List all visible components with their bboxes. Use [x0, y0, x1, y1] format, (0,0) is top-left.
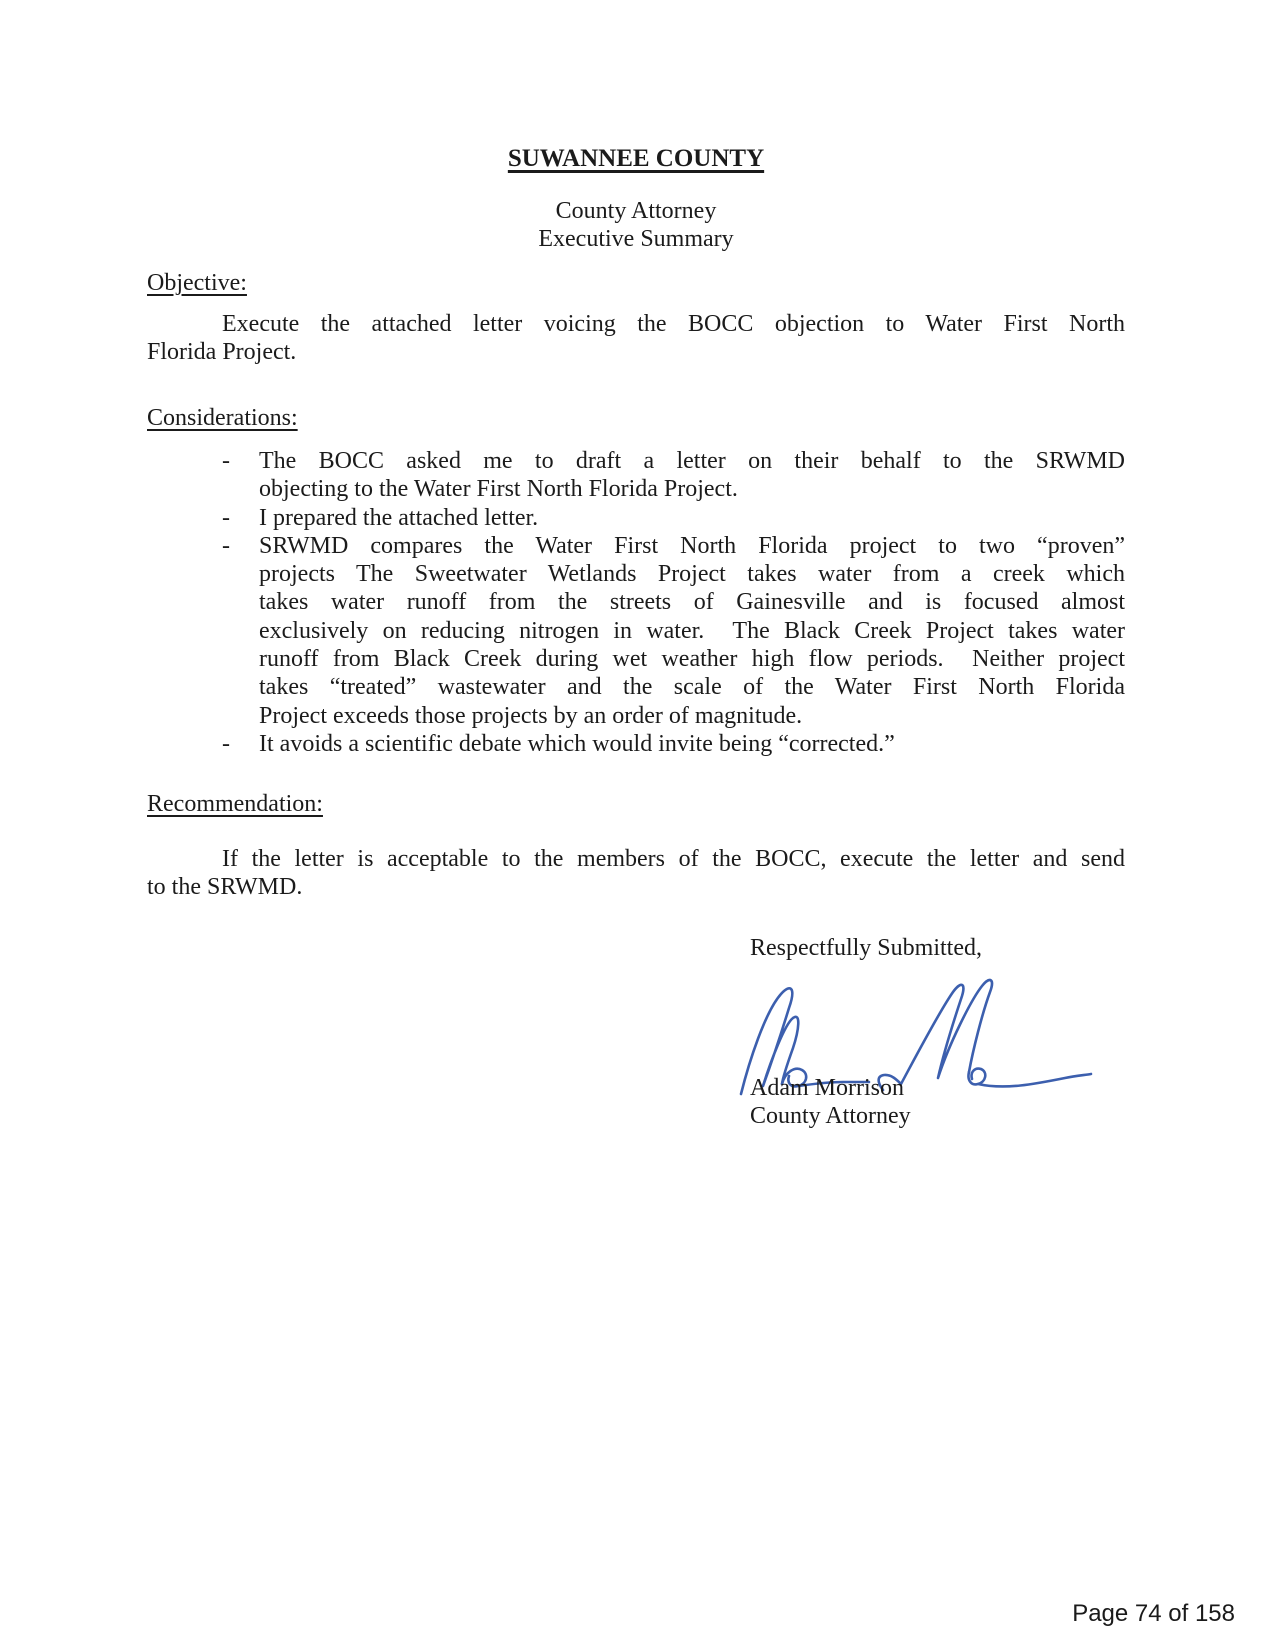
bullet-marker: -: [222, 730, 230, 757]
text-line: Florida Project.: [147, 339, 297, 366]
text-line: Execute the attached letter voicing the BOCC objection to Water First North: [222, 311, 1125, 337]
list-item: [222, 504, 1125, 532]
text-line: The BOCC asked me to draft a letter on their behalf to the SRWMD: [259, 448, 1125, 474]
recommendation-heading: Recommendation:: [147, 791, 323, 817]
list-item: [222, 532, 1125, 730]
bullet-marker: -: [222, 504, 230, 531]
considerations-list: [147, 447, 1125, 758]
text-line: exclusively on reducing nitrogen in water. The Black Creek Project takes water: [259, 617, 1125, 644]
text-line: projects The Sweetwater Wetlands Project takes water from a creek which: [259, 561, 1125, 588]
text-line: takes “treated” wastewater and the scale of the Water First North Florida: [259, 674, 1125, 701]
list-item: [222, 447, 1125, 504]
bullet-text: [259, 532, 1125, 730]
bullet-text: [259, 447, 1125, 504]
recommendation-paragraph: [147, 845, 1125, 902]
signer-name: Adam Morrison: [750, 1075, 904, 1101]
bullet-marker: -: [222, 532, 230, 559]
bullet-text: [259, 730, 1125, 758]
text-line: It avoids a scientific debate which would invite being “corrected.”: [259, 730, 895, 757]
document-title: SUWANNEE COUNTY: [507, 145, 765, 172]
subtitle-line: Executive Summary: [538, 226, 734, 253]
text-line: SRWMD compares the Water First North Florida project to two “proven”: [259, 532, 1125, 559]
page-content: [147, 0, 1125, 1650]
objective-paragraph: [147, 310, 1125, 367]
text-line: I prepared the attached letter.: [259, 504, 539, 531]
signer-role: County Attorney: [750, 1103, 911, 1129]
text-line: Project exceeds those projects by an order of magnitude.: [259, 702, 803, 729]
objective-heading: Objective:: [147, 270, 247, 296]
text-line: takes water runoff from the streets of Gainesville and is focused almost: [259, 589, 1125, 616]
text-line: to the SRWMD.: [147, 874, 303, 901]
text-line: objecting to the Water First North Florida Project.: [259, 476, 738, 503]
bullet-text: [259, 504, 1125, 532]
subtitle-line: County Attorney: [555, 198, 717, 224]
text-line: runoff from Black Creek during wet weather high flow periods. Neither project: [259, 646, 1125, 673]
document-subtitle: [147, 197, 1125, 254]
page-number: Page 74 of 158: [1072, 1600, 1235, 1627]
list-item: [222, 730, 1125, 758]
text-line: If the letter is acceptable to the members of the BOCC, execute the letter and send: [222, 846, 1125, 872]
signature-closing: Respectfully Submitted,: [750, 935, 982, 961]
bullet-marker: -: [222, 448, 230, 474]
considerations-heading: Considerations:: [147, 405, 298, 431]
